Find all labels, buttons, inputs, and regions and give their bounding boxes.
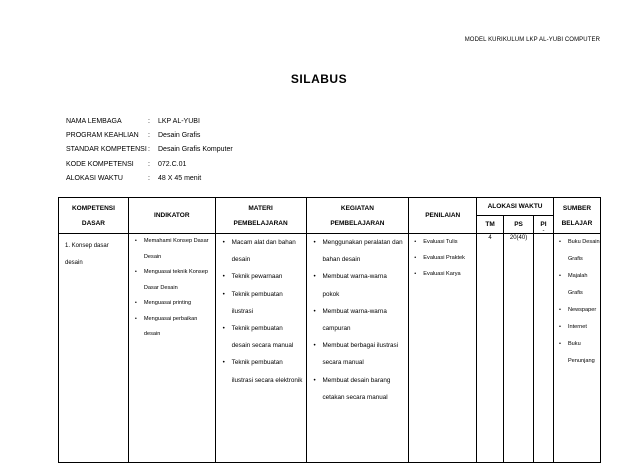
list-item: • Buku Penunjang (559, 336, 600, 370)
list-item: • Menguasai perbaikan desain (135, 312, 215, 343)
list-item: • Teknik pewarnaan (223, 268, 303, 285)
header-penilaian: PENILAIAN (409, 198, 477, 234)
header-kegiatan (306, 198, 409, 234)
tm-value: 4 (488, 235, 492, 241)
cell-pi (534, 228, 554, 463)
list-item: • Teknik pembuatan ilustrasi (223, 286, 303, 320)
info-value: Desain Grafis (158, 132, 201, 140)
info-label: PROGRAM KEAHLIAN (66, 132, 139, 140)
info-value: LKP AL-YUBI (158, 118, 200, 125)
list-item: • Membuat desain barang cetakan secara manual (314, 372, 406, 406)
header-ps: PS (504, 216, 534, 234)
cell-sumber (553, 234, 600, 463)
document-header: MODEL KURIKULUM LKP AL-YUBI COMPUTER (464, 37, 600, 43)
list-item: • Teknik pembuatan desain secara manual (223, 320, 303, 354)
list-item: • Membuat berbagai ilustrasi secara manual (314, 337, 406, 371)
list-item: • Macam alat dan bahan desain (223, 234, 303, 268)
list-item: • Evaluasi Tulis (414, 234, 476, 250)
info-label: NAMA LEMBAGA (66, 118, 122, 125)
table-row (59, 234, 601, 463)
header-alokasi: ALOKASI WAKTU (477, 198, 554, 216)
list-item: • Evaluasi Praktek (414, 250, 476, 266)
header-kompetensi (59, 198, 129, 234)
info-label: ALOKASI WAKTU (66, 174, 123, 182)
list-item: • Menguasai teknik Konsep Dasar Desain (135, 265, 215, 296)
info-block (66, 118, 233, 189)
header-kegiatan-line1: KEGIATAN (340, 204, 374, 212)
info-colon: : (148, 174, 150, 182)
info-label: KODE KOMPETENSI (66, 160, 134, 168)
list-item: • Evaluasi Karya (414, 266, 476, 282)
info-row (66, 146, 233, 160)
cell-penilaian (409, 234, 477, 463)
list-item: • Majalah Grafis (559, 268, 600, 302)
kompetensi-text: 1. Konsep dasar desain (65, 243, 109, 266)
info-value: 072.C.01 (158, 160, 187, 168)
cell-kegiatan (306, 234, 409, 463)
header-kompetensi-line1: KOMPETENSI (71, 204, 115, 212)
list-item: • Membuat warna-warna campuran (314, 303, 406, 337)
header-materi (215, 198, 306, 234)
header-pi: PI (534, 216, 554, 234)
header-sumber-line1: SUMBER (562, 204, 592, 212)
header-indikator: INDIKATOR (128, 198, 215, 234)
info-label: STANDAR KOMPETENSI (66, 146, 147, 154)
list-item: • Menguasai printing (135, 296, 215, 312)
info-row (66, 118, 233, 132)
pi-value: - (542, 228, 545, 234)
ps-value: 20(40) (509, 235, 528, 241)
info-colon: : (148, 146, 150, 154)
cell-indikator (128, 234, 215, 463)
header-kompetensi-line2: DASAR (81, 219, 105, 227)
list-item: • Internet (559, 319, 600, 336)
cell-materi (215, 234, 306, 463)
info-row (66, 175, 233, 189)
header-sumber (553, 198, 600, 234)
list-item: • Newspaper (559, 302, 600, 319)
list-item: • Membuat warna-warna pokok (314, 268, 406, 302)
cell-tm (477, 234, 504, 463)
list-item: • Teknik pembuatan ilustrasi secara elektronik (223, 354, 303, 388)
header-sumber-line2: BELAJAR (561, 219, 593, 227)
header-tm: TM (477, 216, 504, 234)
info-value: 48 X 45 menit (158, 174, 202, 182)
cell-ps (504, 234, 534, 463)
list-item: • Menggunakan peralatan dan bahan desain (314, 234, 406, 268)
info-colon: : (148, 132, 150, 140)
info-value: Desain Grafis Komputer (158, 146, 233, 154)
page-title: SILABUS (290, 72, 348, 86)
list-item: • Memahami Konsep Dasar Desain (135, 234, 215, 265)
info-colon: : (148, 160, 150, 168)
info-row (66, 161, 233, 175)
header-kegiatan-line2: PEMBELAJARAN (330, 219, 385, 227)
info-colon: : (148, 118, 150, 125)
header-materi-line2: PEMBELAJARAN (233, 219, 288, 227)
info-row (66, 132, 233, 146)
cell-kompetensi (59, 234, 129, 463)
header-materi-line1: MATERI (248, 204, 273, 212)
silabus-table (58, 197, 601, 463)
list-item: • Buku Desain Grafis (559, 234, 600, 268)
